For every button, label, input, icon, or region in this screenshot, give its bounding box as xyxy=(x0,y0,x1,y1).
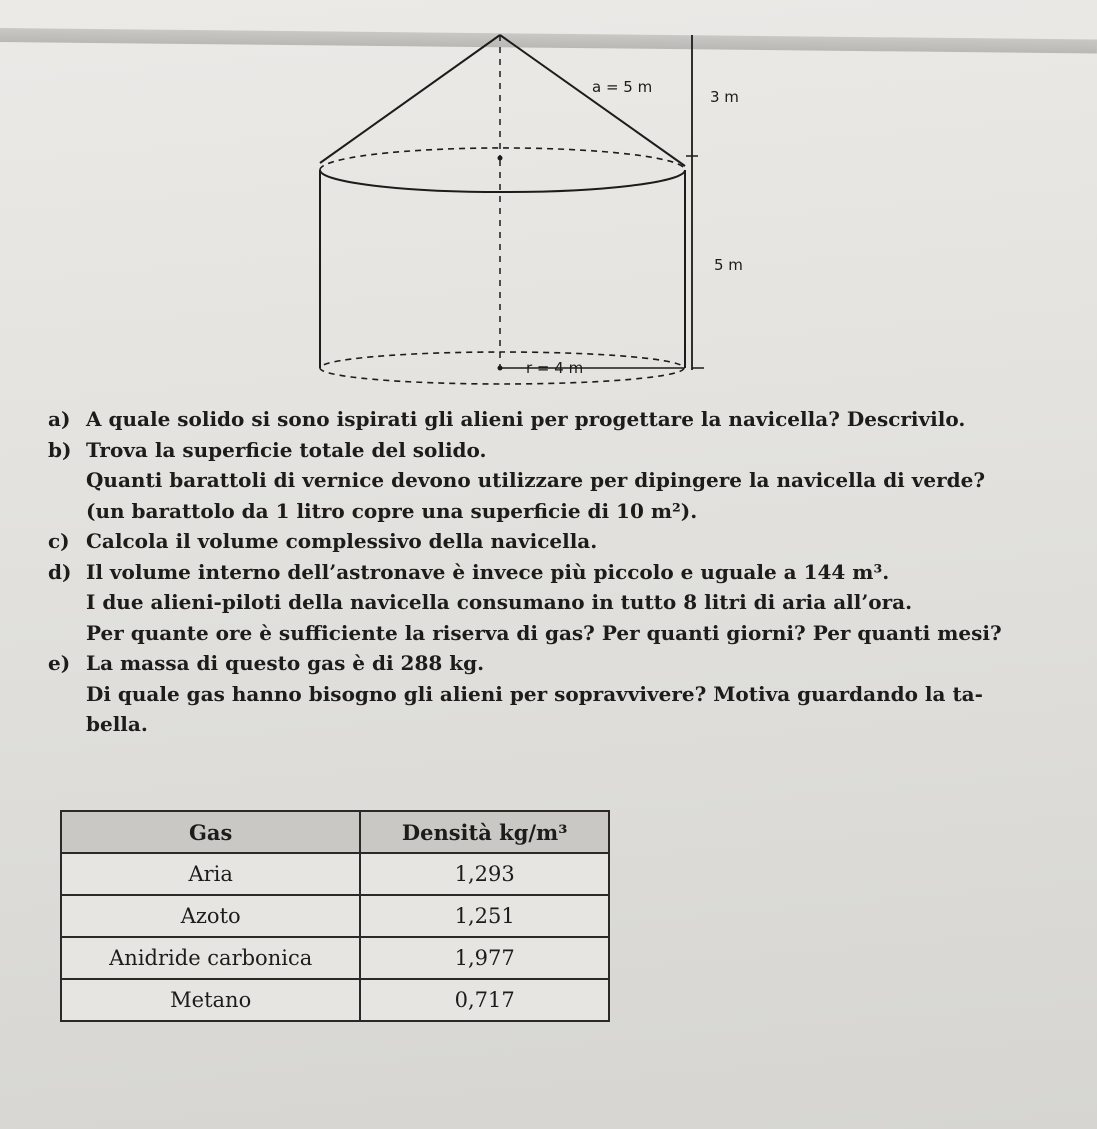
question-letter: e) xyxy=(48,651,71,675)
question-letter: a) xyxy=(48,407,71,431)
top-center-point xyxy=(498,156,503,161)
question-line: A quale solido si sono ispirati gli alieni per progettare la navicella? Descrivilo. xyxy=(86,407,966,431)
cylinder-height-label: 5 m xyxy=(714,256,743,274)
apothem-label: a = 5 m xyxy=(592,78,653,96)
question-e xyxy=(48,648,1048,740)
question-line: (un barattolo da 1 litro copre una superficie di 10 m²). xyxy=(86,498,698,523)
cone-left-side xyxy=(320,35,500,163)
gas-name-cell: Anidride carbonica xyxy=(61,937,360,979)
gas-name-cell: Azoto xyxy=(61,895,360,937)
question-list xyxy=(48,404,1048,740)
cone-right-side xyxy=(500,35,685,166)
question-letter: d) xyxy=(48,559,72,584)
question-line: Per quante ore è sufficiente la riserva di gas? Per quanti giorni? Per quanti mesi? xyxy=(86,620,1002,645)
table-row xyxy=(61,937,609,979)
question-line: Quanti barattoli di vernice devono utilizzare per dipingere la navicella di verde? xyxy=(86,468,986,492)
cone-cylinder-figure xyxy=(300,30,780,390)
gas-name-cell: Metano xyxy=(61,979,360,1021)
question-d xyxy=(48,557,1048,649)
top-base-back xyxy=(320,148,685,170)
question-c xyxy=(48,526,1048,557)
question-letter: b) xyxy=(48,437,72,462)
density-cell: 0,717 xyxy=(360,979,609,1021)
question-line: Trova la superficie totale del solido. xyxy=(86,437,487,462)
cone-height-label: 3 m xyxy=(710,88,739,106)
header-density: Densità kg/m³ xyxy=(360,811,609,853)
table-header-row xyxy=(61,811,609,853)
density-cell: 1,977 xyxy=(360,937,609,979)
question-line: I due alieni-piloti della navicella consumano in tutto 8 litri di aria all’ora. xyxy=(86,590,913,614)
question-line: Calcola il volume complessivo della navicella. xyxy=(86,529,598,553)
top-base-front xyxy=(320,170,685,192)
table-row xyxy=(61,853,609,895)
header-gas: Gas xyxy=(61,811,360,853)
radius-label: r = 4 m xyxy=(526,359,584,377)
question-line: Il volume interno dell’astronave è invece più piccolo e uguale a 144 m³. xyxy=(86,559,890,584)
question-letter: c) xyxy=(48,529,70,553)
table-row xyxy=(61,895,609,937)
question-b xyxy=(48,435,1048,527)
density-cell: 1,293 xyxy=(360,853,609,895)
table-row xyxy=(61,979,609,1021)
question-line: bella. xyxy=(86,712,148,736)
density-cell: 1,251 xyxy=(360,895,609,937)
question-line: Di quale gas hanno bisogno gli alieni per sopravvivere? Motiva guardando la ta- xyxy=(86,681,983,706)
question-line: La massa di questo gas è di 288 kg. xyxy=(86,651,485,675)
gas-name-cell: Aria xyxy=(61,853,360,895)
gas-density-table xyxy=(60,810,610,1022)
question-a xyxy=(48,404,1048,435)
